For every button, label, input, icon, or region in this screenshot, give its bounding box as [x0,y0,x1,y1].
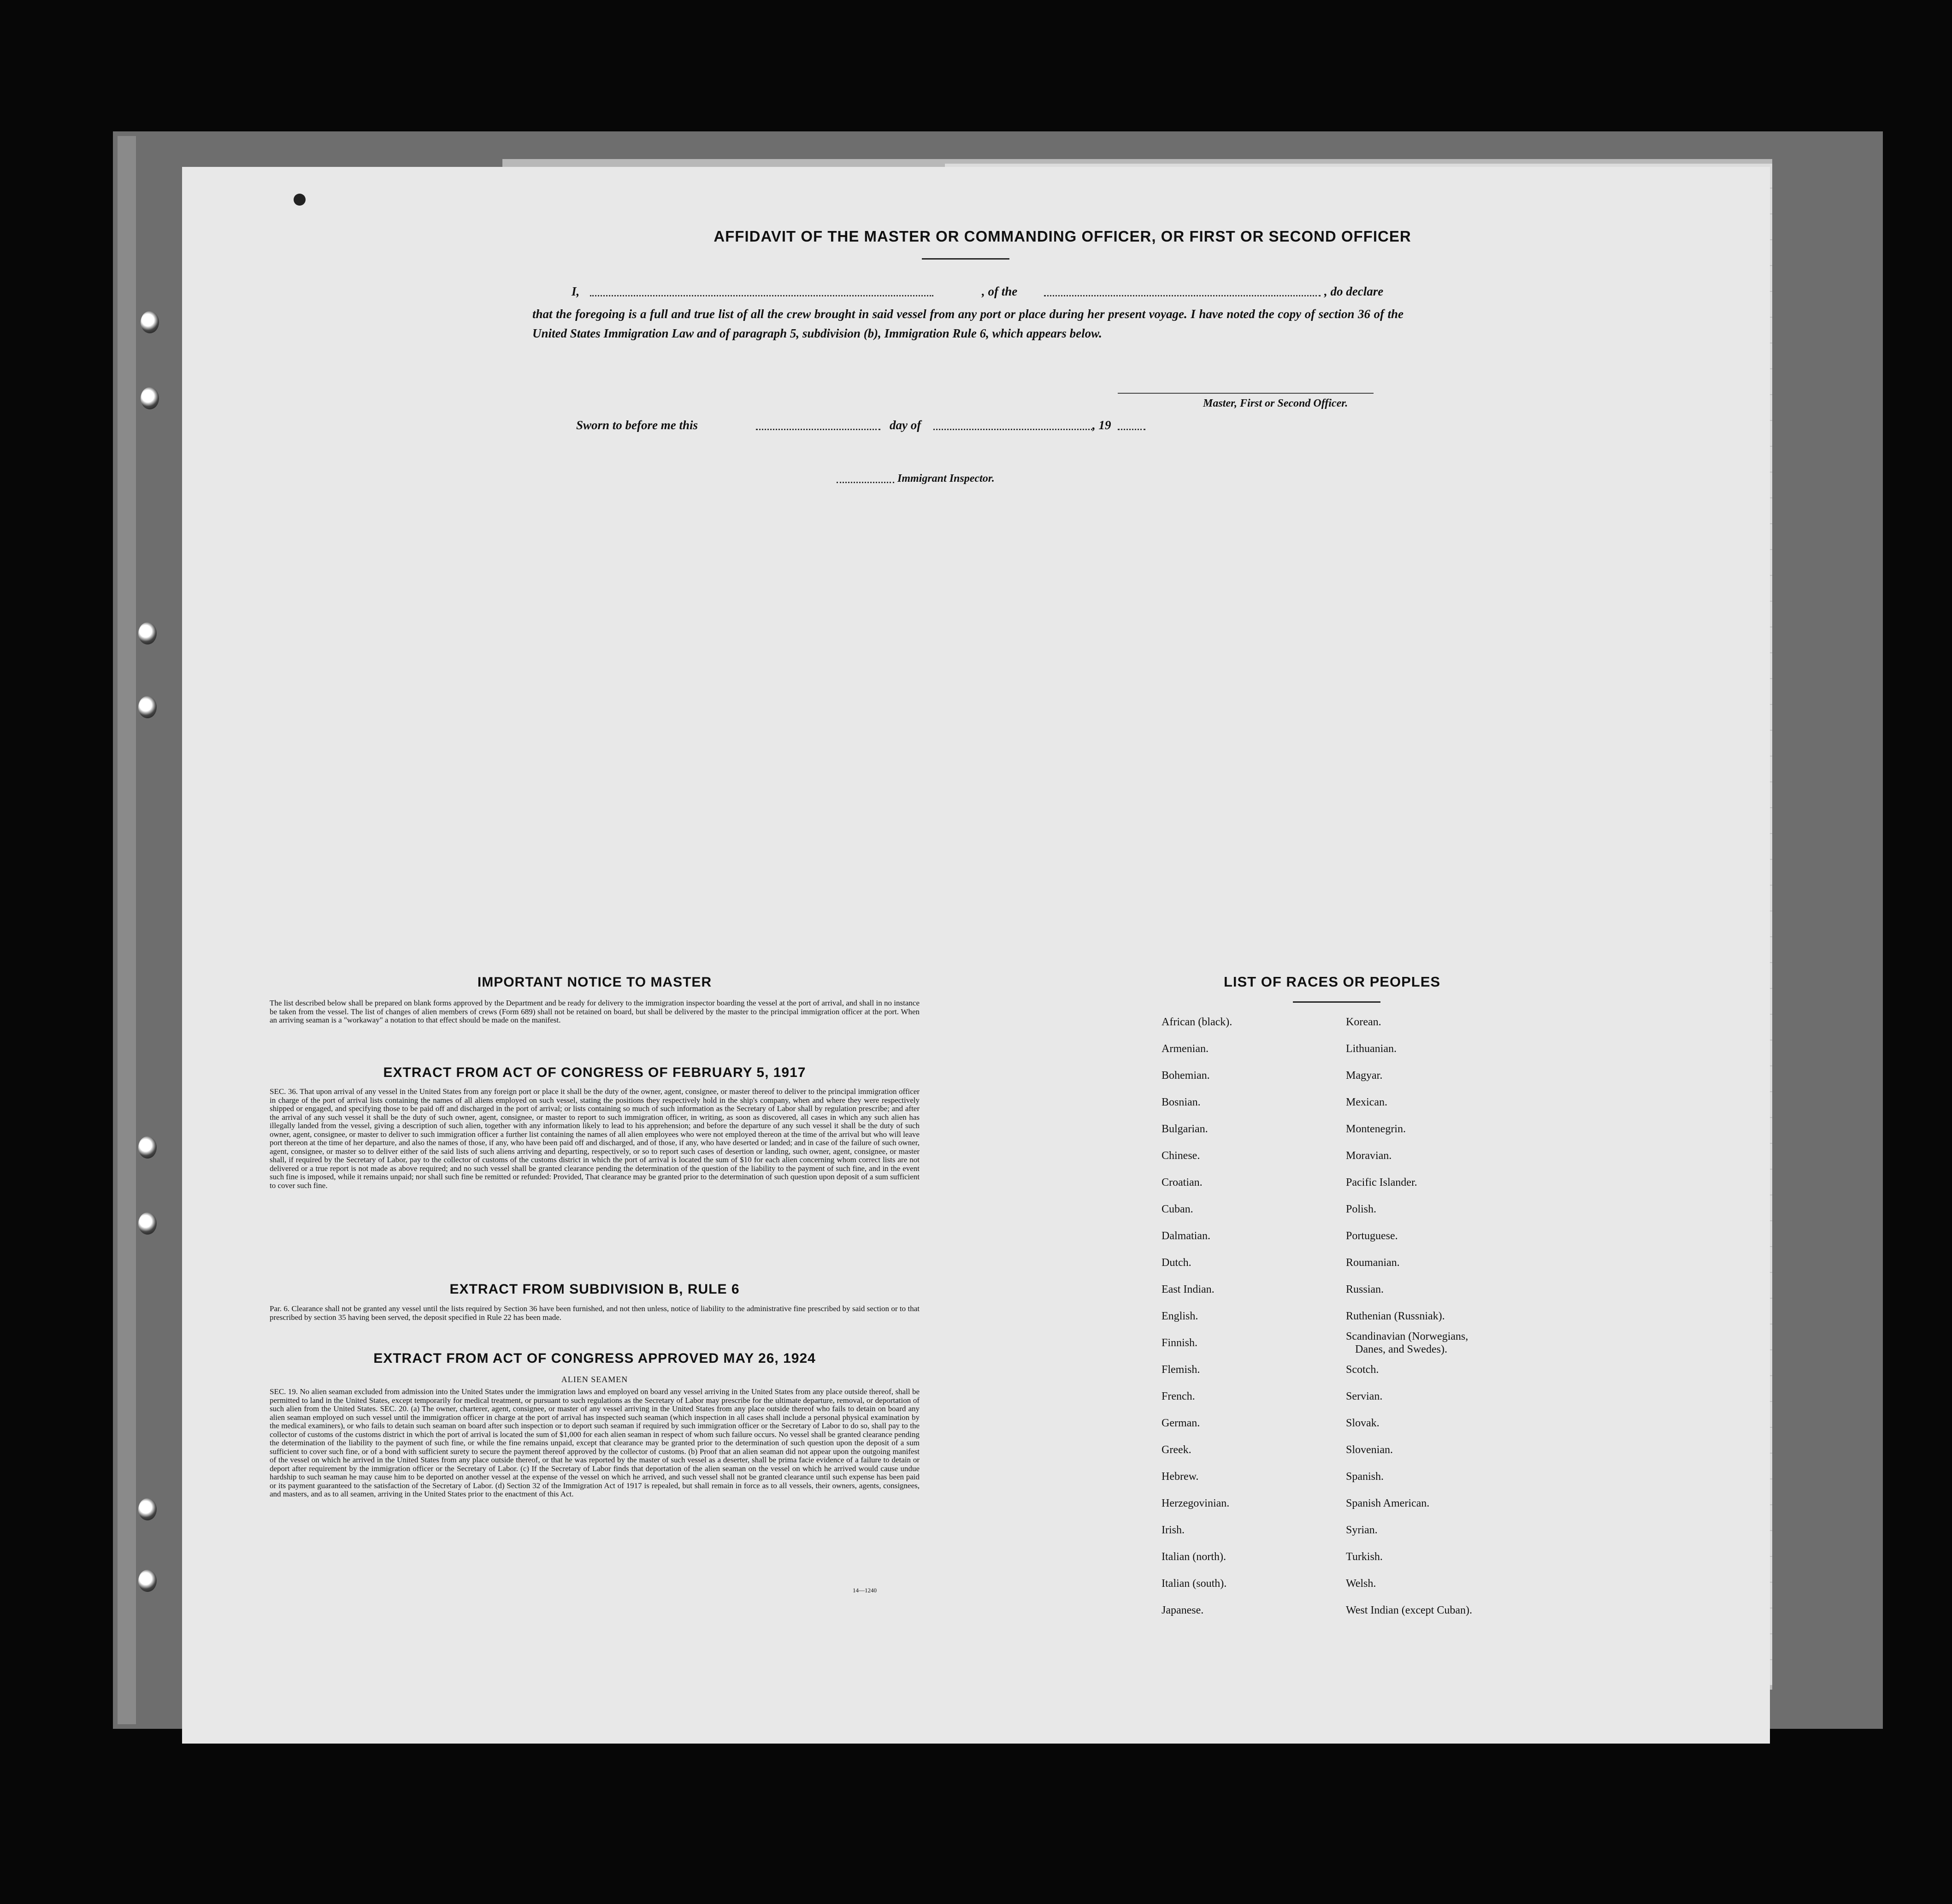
race-item: Ruthenian (Russniak). [1346,1310,1445,1322]
race-item: Russian. [1346,1283,1384,1295]
binder-hole [138,1136,157,1159]
race-item: Syrian. [1346,1524,1378,1536]
affidavit-declare: , do declare [1324,284,1384,298]
race-item: English. [1162,1310,1198,1322]
name-blank [590,295,933,296]
affidavit-title: AFFIDAVIT OF THE MASTER OR COMMANDING OFFICER, OR FIRST OR SECOND OFFICER [714,228,1411,245]
race-item: Mexican. [1346,1096,1387,1108]
race-item: Italian (north). [1162,1551,1226,1563]
race-item: Welsh. [1346,1578,1376,1590]
race-item: Polish. [1346,1203,1377,1215]
race-item: Finnish. [1162,1337,1198,1349]
race-item: Dalmatian. [1162,1230,1210,1242]
race-item: Cuban. [1162,1203,1193,1215]
binder-hole [138,622,157,645]
inspector-blank [837,482,894,483]
extract-1917-text: SEC. 36. That upon arrival of any vessel in the United States from any foreign port or place it shall be the duty of the owner, agent, consignee, or master thereof to deliver to the principal immigration officer in charge of the port of arrival lists containing the names of all aliens employed on such vessel, stating the positions they respectively hold in the ship's company, when and where they were respectively shipped or engaged, and specifying those to be paid off and discharged in the port of arrival; or lists containing so much of such information as the Secretary of Labor shall by regulation prescribe; and after the arrival of any such vessel it shall be the duty of such owner, agent, consignee, or master to report to such immigration officer, in writing, as soon as discovered, all cases in which any such alien has illegally landed from the vessel, giving a description of such alien, together with any information likely to lead to his apprehension; and before the departure of any such vessel it shall be the duty of such owner, agent, consignee, or master to deliver to such immigration officer a further list containing the names of all alien employees who were not employed thereon at the time of the arrival but who will leave port thereon at the time of her departure, and also the names of those, if any, who have been paid off and discharged, and of those, if any, who have deserted or landed; and in case of the failure of such owner, agent, consignee, or master so to deliver either of the said lists of such aliens arriving and departing, respectively, or so to report such cases of desertion or landing, such owner, agent, consignee, or master shall, if required by the Secretary of Labor, pay to the collector of customs of the customs district in which the port of arrival is located the sum of $10 for each alien concerning whom correct lists are not delivered or a true report is not made as above required; and no such vessel shall be granted clearance pending the determination of the question of the liability to the payment of such fine, and in the event such fine is imposed, while it remains unpaid; nor shall such fine be remitted or refunded: Provided, That clearance may be granted prior to the determination of such question upon deposit of a sum sufficient to cover such fine. [270,1087,920,1190]
year-blank [1118,429,1145,430]
rule6-text: Par. 6. Clearance shall not be granted any vessel until the lists required by Section 36 have been furnished, and not then unless, notice of liability to the administrative fine prescribed by said section or to that prescribed by section 35 having been served, the deposit specified in Rule 22 has been made. [270,1304,920,1322]
races-rule [1293,1001,1380,1003]
punch-mark [294,194,306,206]
race-item: Scandinavian (Norwegians, [1346,1330,1468,1342]
race-item: Italian (south). [1162,1578,1227,1590]
race-item: Dutch. [1162,1257,1191,1269]
extract-1917-title: EXTRACT FROM ACT OF CONGRESS OF FEBRUARY 5, 1917 [383,1065,806,1080]
year-label: , 19 [1092,418,1111,432]
race-item: Danes, and Swedes). [1355,1343,1447,1355]
race-item: Montenegrin. [1346,1123,1406,1135]
race-item: Bulgarian. [1162,1123,1208,1135]
race-item: Spanish American. [1346,1497,1430,1509]
race-item: German. [1162,1417,1200,1429]
race-item: Armenian. [1162,1043,1209,1055]
binder-hole [141,311,159,333]
race-item: Pacific Islander. [1346,1177,1417,1189]
binder-hole [141,387,159,409]
race-item: Portuguese. [1346,1230,1398,1242]
races-title: LIST OF RACES OR PEOPLES [1223,974,1441,990]
race-item: Slovenian. [1346,1444,1393,1456]
race-item: Slovak. [1346,1417,1380,1429]
inspector-label: Immigrant Inspector. [897,473,995,485]
sworn-label: Sworn to before me this [576,418,698,432]
race-item: Herzegovinian. [1162,1497,1230,1509]
race-item: Japanese. [1162,1604,1204,1616]
binder-hole [138,1212,157,1235]
binder-hole [138,1498,157,1520]
race-item: West Indian (except Cuban). [1346,1604,1472,1616]
day-of-label: day of [890,418,921,432]
race-item: Irish. [1162,1524,1185,1536]
affidavit-page [182,167,1770,1744]
extract-1924-title: EXTRACT FROM ACT OF CONGRESS APPROVED MAY 26, 1924 [373,1351,816,1366]
form-number: 14—1240 [853,1587,877,1594]
race-item: Bosnian. [1162,1096,1201,1108]
rule6-title: EXTRACT FROM SUBDIVISION B, RULE 6 [449,1282,740,1297]
race-item: Croatian. [1162,1177,1203,1189]
sworn-day-blank [756,429,880,430]
race-item: Spanish. [1346,1471,1384,1483]
binder-edge [118,136,136,1724]
race-item: East Indian. [1162,1283,1215,1295]
affidavit-body: that the foregoing is a full and true list of all the crew brought in said vessel from any port or place during her present voyage. I have noted the copy of section 36 of the United States Immigration Law and of paragraph 5, subdivision (b), Immigration Rule 6, which appears below. [532,307,1404,340]
master-signature-label: Master, First or Second Officer. [1203,397,1348,409]
affidavit-of-the: , of the [982,284,1018,298]
race-item: Scotch. [1346,1364,1379,1376]
race-item: Servian. [1346,1390,1383,1402]
race-item: Flemish. [1162,1364,1200,1376]
race-item: Roumanian. [1346,1257,1400,1269]
master-signature-line [1118,393,1374,394]
vessel-blank [1044,295,1321,296]
race-item: Turkish. [1346,1551,1383,1563]
binder-hole [138,1570,157,1592]
race-item: Chinese. [1162,1150,1200,1162]
race-item: Moravian. [1346,1150,1392,1162]
extract-1924-text: SEC. 19. No alien seaman excluded from admission into the United States under the immigration laws and employed on board any vessel arriving in the United States from any place outside thereof, shall be permitted to land in the United States, except temporarily for medical treatment, or pursuant to such regulations as the Secretary of Labor may prescribe for the ultimate departure, removal, or deportation of such alien from the United States. SEC. 20. (a) The owner, charterer, agent, consignee, or master of any vessel arriving in the United States from any place outside thereof who fails to detain on board any alien seaman employed on such vessel until the immigration officer in charge at the port of arrival has inspected such seaman (which inspection in all cases shall include a personal physical examination by the medical examiners), or who fails to detain such seaman on board after such inspection or to deport such seaman if required by such immigration officer or the Secretary of Labor to do so, shall pay to the collector of customs of the customs district in which the port of arrival is located the sum of $1,000 for each alien seaman in respect of whom such failure occurs. No vessel shall be granted clearance pending the determination of the liability to the payment of such fine, or while the fine remains unpaid, except that clearance may be granted prior to the determination of such question upon the deposit of a sum sufficient to cover such fine, or of a bond with sufficient surety to secure the payment thereof approved by the collector of customs. (b) Proof that an alien seaman did not appear upon the outgoing manifest of the vessel on which he arrived in the United States from any place outside thereof, or that he was reported by the master of such vessel as a deserter, shall be prima facie evidence of a failure to detain or deport after requirement by the immigration officer or the Secretary of Labor. (c) If the Secretary of Labor finds that deportation of the alien seaman on the vessel on which he arrived would cause undue hardship to such seaman he may cause him to be deported on another vessel at the expense of the vessel on which he arrived, and such vessel shall not be granted clearance until such expense has been paid or its payment guaranteed to the satisfaction of the Secretary of Labor. (d) Section 32 of the Immigration Act of 1917 is repealed, but shall remain in force as to all vessels, their owners, agents, consignees, and masters, and as to all seamen, arriving in the United States prior to the enactment of this Act. [270,1387,920,1498]
affidavit-i: I, [572,284,580,298]
binder-hole [138,696,157,718]
title-rule [922,258,1009,260]
notice-text: The list described below shall be prepared on blank forms approved by the Department and be ready for delivery to the immigration inspector boarding the vessel at the port of arrival, and shall in no instance be taken from the vessel. The list of changes of alien members of crews (Form 689) shall not be retained on board, but shall be delivered by the master to the principal immigration officer at the port. When an arriving seaman is a "workaway" a notation to that effect should be made on the manifest. [270,999,920,1024]
extract-1924-subtitle: ALIEN SEAMEN [561,1375,628,1384]
race-item: Korean. [1346,1016,1381,1028]
race-item: French. [1162,1390,1195,1402]
month-blank [933,429,1092,430]
notice-title: IMPORTANT NOTICE TO MASTER [477,975,712,990]
race-item: Bohemian. [1162,1070,1210,1082]
race-item: Greek. [1162,1444,1191,1456]
race-item: Magyar. [1346,1070,1383,1082]
race-item: African (black). [1162,1016,1233,1028]
race-item: Lithuanian. [1346,1043,1397,1055]
race-item: Hebrew. [1162,1471,1199,1483]
